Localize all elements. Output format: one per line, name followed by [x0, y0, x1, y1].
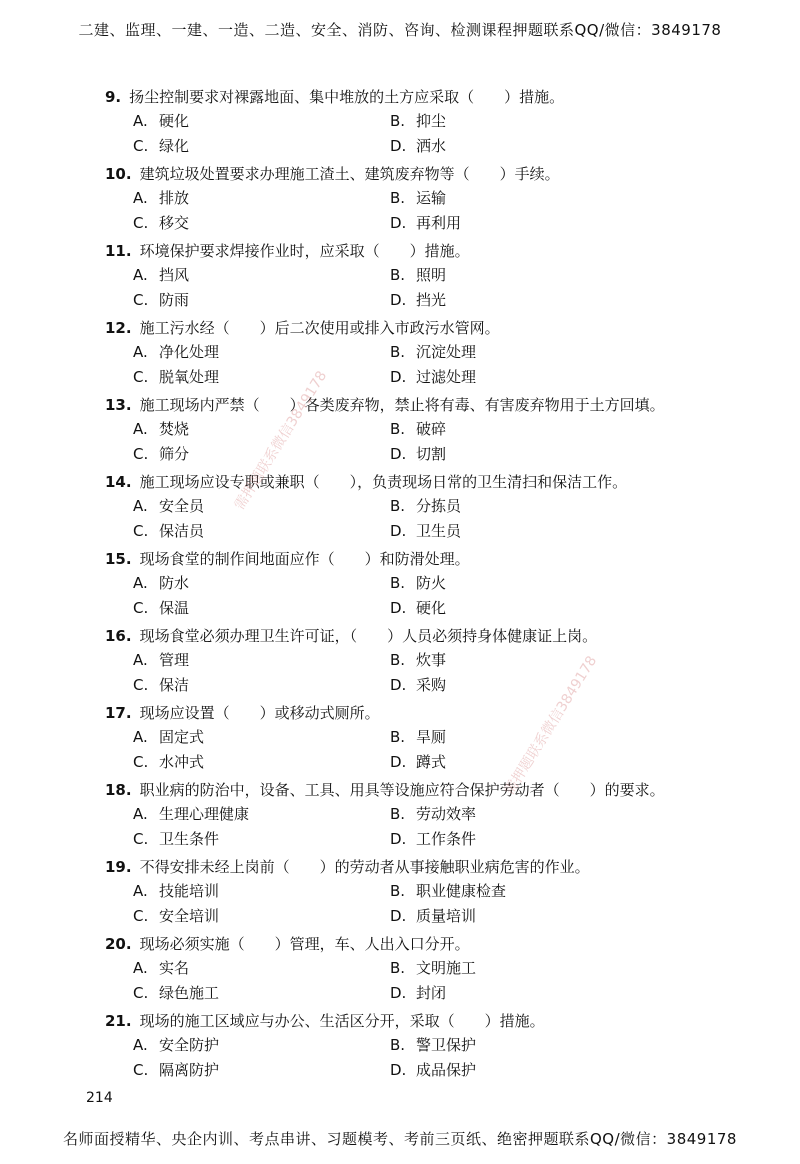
question-number: 12.: [105, 319, 132, 337]
question-number: 17.: [105, 704, 132, 722]
option-d: D. 硬化: [390, 599, 447, 617]
question-number: 10.: [105, 165, 132, 183]
watermark: 需押题联系微信3849178: [501, 653, 601, 798]
option-c: C. 绿化: [133, 137, 190, 155]
question-19: [0, 854, 800, 931]
option-d: D. 采购: [390, 676, 447, 694]
option-c: C. 安全培训: [133, 907, 220, 925]
option-d: D. 成品保护: [390, 1061, 477, 1079]
option-a: A. 排放: [133, 189, 190, 207]
question-15: [0, 546, 800, 623]
option-d: D. 封闭: [390, 984, 447, 1002]
question-16: [0, 623, 800, 700]
option-a: A. 管理: [133, 651, 190, 669]
question-stem: 现场的施工区域应与办公、生活区分开，采取（ ）措施。: [139, 1012, 545, 1030]
option-c: C. 防雨: [133, 291, 190, 309]
option-b: B. 炊事: [390, 651, 447, 669]
option-b: B. 文明施工: [390, 959, 477, 977]
question-stem: 不得安排未经上岗前（ ）的劳动者从事接触职业病危害的作业。: [139, 858, 590, 876]
watermark: 需押题联系微信3849178: [231, 368, 331, 513]
option-d: D. 切割: [390, 445, 447, 463]
option-b: B. 劳动效率: [390, 805, 477, 823]
option-d: D. 再利用: [390, 214, 462, 232]
option-c: C. 保温: [133, 599, 190, 617]
question-number: 21.: [105, 1012, 132, 1030]
question-number: 19.: [105, 858, 132, 876]
question-number: 14.: [105, 473, 132, 491]
option-a: A. 实名: [133, 959, 190, 977]
question-11: [0, 238, 800, 315]
header-banner: 二建、监理、一建、一造、二造、安全、消防、咨询、检测课程押题联系QQ/微信：3849178: [78, 21, 722, 39]
option-a: A. 安全员: [133, 497, 205, 515]
question-12: [0, 315, 800, 392]
option-a: A. 焚烧: [133, 420, 190, 438]
question-number: 20.: [105, 935, 132, 953]
option-a: A. 净化处理: [133, 343, 220, 361]
option-c: C. 筛分: [133, 445, 190, 463]
question-21: [0, 1008, 800, 1085]
question-number: 9.: [105, 88, 122, 106]
question-9: [0, 84, 800, 161]
option-b: B. 运输: [390, 189, 447, 207]
question-number: 11.: [105, 242, 132, 260]
question-14: [0, 469, 800, 546]
question-stem: 现场应设置（ ）或移动式厕所。: [139, 704, 380, 722]
question-17: [0, 700, 800, 777]
option-b: B. 抑尘: [390, 112, 447, 130]
option-a: A. 生理心理健康: [133, 805, 250, 823]
question-20: [0, 931, 800, 1008]
option-a: A. 安全防护: [133, 1036, 220, 1054]
question-stem: 建筑垃圾处置要求办理施工渣土、建筑废弃物等（ ）手续。: [139, 165, 560, 183]
question-stem: 施工现场内严禁（ ）各类废弃物，禁止将有毒、有害废弃物用于土方回填。: [139, 396, 665, 414]
question-13: [0, 392, 800, 469]
option-c: C. 脱氧处理: [133, 368, 220, 386]
question-stem: 职业病的防治中，设备、工具、用具等设施应符合保护劳动者（ ）的要求。: [139, 781, 665, 799]
option-a: A. 挡风: [133, 266, 190, 284]
option-b: B. 警卫保护: [390, 1036, 477, 1054]
option-c: C. 绿色施工: [133, 984, 220, 1002]
footer-banner: 名师面授精华、央企内训、考点串讲、习题模考、考前三页纸、绝密押题联系QQ/微信：3849178: [63, 1130, 737, 1148]
option-b: B. 照明: [390, 266, 447, 284]
question-list: [0, 84, 800, 1085]
question-18: [0, 777, 800, 854]
option-c: C. 水冲式: [133, 753, 205, 771]
page-number: 214: [86, 1090, 113, 1106]
question-stem: 环境保护要求焊接作业时，应采取（ ）措施。: [139, 242, 470, 260]
question-stem: 现场食堂必须办理卫生许可证，（ ）人员必须持身体健康证上岗。: [139, 627, 598, 645]
question-stem: 施工污水经（ ）后二次使用或排入市政污水管网。: [139, 319, 500, 337]
option-a: A. 技能培训: [133, 882, 220, 900]
option-a: A. 硬化: [133, 112, 190, 130]
option-b: B. 分拣员: [390, 497, 462, 515]
question-number: 13.: [105, 396, 132, 414]
option-b: B. 破碎: [390, 420, 447, 438]
option-d: D. 过滤处理: [390, 368, 477, 386]
option-b: B. 职业健康检查: [390, 882, 507, 900]
option-b: B. 沉淀处理: [390, 343, 477, 361]
question-10: [0, 161, 800, 238]
option-d: D. 挡光: [390, 291, 447, 309]
question-stem: 现场必须实施（ ）管理，车、人出入口分开。: [139, 935, 470, 953]
option-a: A. 固定式: [133, 728, 205, 746]
question-stem: 扬尘控制要求对裸露地面、集中堆放的土方应采取（ ）措施。: [129, 88, 565, 106]
option-d: D. 洒水: [390, 137, 447, 155]
question-number: 18.: [105, 781, 132, 799]
option-c: C. 移交: [133, 214, 190, 232]
question-number: 16.: [105, 627, 132, 645]
question-stem: 现场食堂的制作间地面应作（ ）和防滑处理。: [139, 550, 470, 568]
option-d: D. 蹲式: [390, 753, 447, 771]
option-b: B. 旱厕: [390, 728, 447, 746]
question-number: 15.: [105, 550, 132, 568]
option-b: B. 防火: [390, 574, 447, 592]
question-stem: 施工现场应设专职或兼职（ ），负责现场日常的卫生清扫和保洁工作。: [139, 473, 628, 491]
option-c: C. 保洁员: [133, 522, 205, 540]
option-a: A. 防水: [133, 574, 190, 592]
option-c: C. 卫生条件: [133, 830, 220, 848]
option-d: D. 质量培训: [390, 907, 477, 925]
option-d: D. 工作条件: [390, 830, 477, 848]
option-c: C. 隔离防护: [133, 1061, 220, 1079]
option-c: C. 保洁: [133, 676, 190, 694]
option-d: D. 卫生员: [390, 522, 462, 540]
